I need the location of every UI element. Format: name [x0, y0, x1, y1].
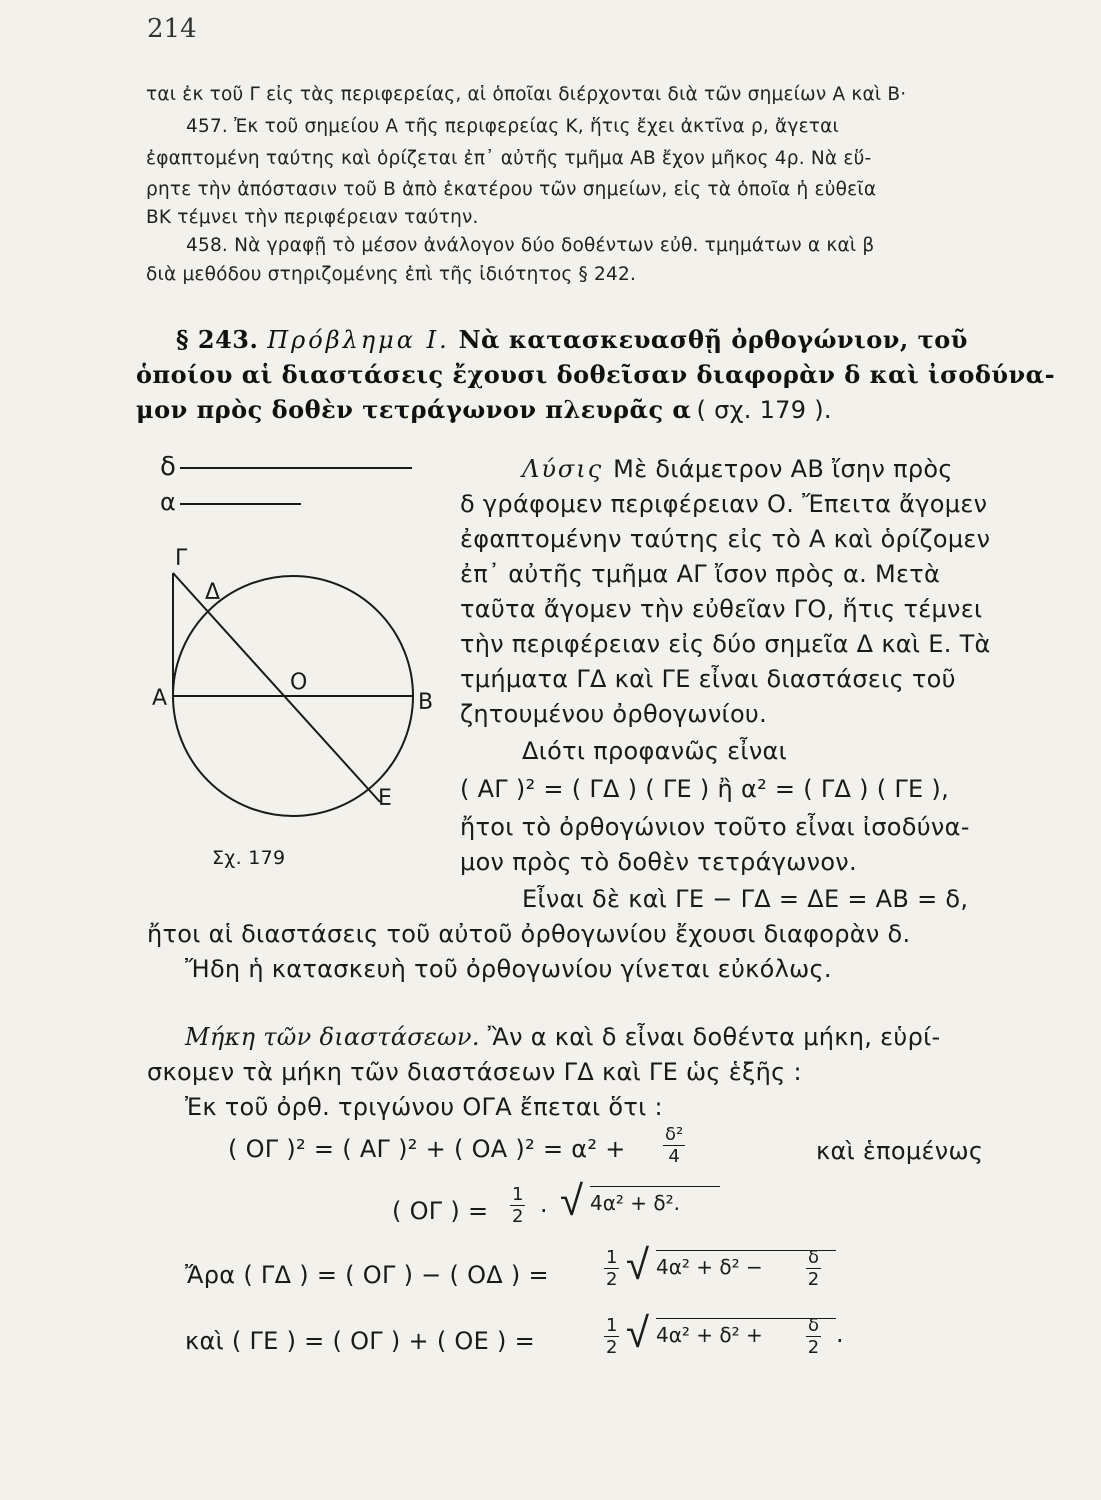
radical-sign: √ — [560, 1176, 584, 1225]
section-number: § 243. — [176, 325, 259, 354]
point-E-label: Ε — [378, 786, 392, 811]
top-line-6: 458. Νὰ γραφῇ τὸ μέσον ἀνάλογον δύο δοθέντων εὐθ. τμημάτων α καὶ β — [186, 235, 875, 256]
radical-sign: √ — [626, 1308, 650, 1357]
lengths-line-3: Ἐκ τοῦ ὀρθ. τριγώνου ΟΓΑ ἔπεται ὅτι : — [185, 1093, 663, 1121]
solution-line-6: τὴν περιφέρειαν εἰς δύο σημεῖα Δ καὶ Ε. Τὰ — [460, 630, 991, 658]
point-delta-label: Δ — [205, 580, 221, 605]
figure-diagram — [140, 540, 440, 870]
figure-reference: ( σχ. 179 ). — [696, 396, 832, 424]
lengths-line-1 — [185, 1023, 941, 1051]
solution-label: Λύσις — [522, 455, 604, 483]
delta-denominator: 2 — [807, 1269, 820, 1290]
top-line-2: 457. Ἐκ τοῦ σημείου Α τῆς περιφερείας Κ, ἥτις ἔχει ἀκτῖνα ρ, ἄγεται — [186, 116, 839, 137]
half-denominator: 2 — [606, 1269, 618, 1290]
top-line-3: ἐφαπτομένη ταύτης καὶ ὁρίζεται ἐπ᾽ αὐτῆς τμῆμα ΑΒ ἔχον μῆκος 4ρ. Νὰ εὕ- — [146, 148, 872, 169]
problem-heading-line-1 — [176, 325, 968, 354]
segment-delta-label: δ — [160, 452, 176, 482]
top-line-7: διὰ μεθόδου στηριζομένης ἐπὶ τῆς ἰδιότητος § 242. — [146, 264, 637, 285]
lengths-line-2: σκομεν τὰ μήκη τῶν διαστάσεων ΓΔ καὶ ΓΕ ὡς ἑξῆς : — [147, 1058, 802, 1086]
lengths-label: Μήκη τῶν διαστάσεων. — [185, 1023, 480, 1051]
lengths-line-1-text: Ἂν α καὶ δ εἶναι δοθέντα μήκη, εὑρί- — [487, 1023, 941, 1051]
equation-1-lhs: ( ΟΓ )² = ( ΑΓ )² + ( ΟΑ )² = α² + — [228, 1135, 626, 1163]
solution-line-12: μον πρὸς τὸ δοθὲν τετράγωνον. — [460, 848, 857, 876]
figure-caption: Σχ. 179 — [212, 847, 286, 869]
equation-1-tail: καὶ ἑπομένως — [816, 1137, 984, 1165]
radicand-text: 4α² + δ² + — [656, 1323, 763, 1347]
solution-line-3: ἐφαπτομένην ταύτης εἰς τὸ Α καὶ ὁρίζομεν — [460, 525, 991, 553]
half-denominator: 2 — [606, 1337, 618, 1358]
fraction-numerator: δ² — [665, 1124, 684, 1145]
equation-4-delta-half — [806, 1316, 821, 1359]
equation-2-lhs: ( ΟΓ ) = — [392, 1197, 489, 1225]
problem-label: Πρόβλημα Ι. — [267, 326, 450, 354]
solution-line-10: ( ΑΓ )² = ( ΓΔ ) ( ΓΕ ) ἢ α² = ( ΓΔ ) ( ΓΕ ), — [460, 775, 950, 803]
solution-line-15: Ἤδη ἡ κατασκευὴ τοῦ ὀρθογωνίου γίνεται εὐκόλως. — [185, 955, 832, 983]
equation-4-end: · — [836, 1327, 844, 1355]
equation-4-lhs: καὶ ( ΓΕ ) = ( ΟΓ ) + ( ΟΕ ) = — [185, 1327, 535, 1355]
page-number: 214 — [147, 14, 197, 44]
equation-3-half — [604, 1248, 619, 1291]
segment-alpha — [180, 503, 301, 505]
solution-line-1 — [522, 455, 953, 483]
half-numerator: 1 — [606, 1247, 618, 1268]
half-numerator: 1 — [606, 1315, 618, 1336]
equation-3-lhs: Ἄρα ( ΓΔ ) = ( ΟΓ ) − ( ΟΔ ) = — [185, 1261, 549, 1289]
problem-heading-line-3 — [136, 395, 832, 424]
radicand-text: 4α² + δ² − — [656, 1255, 763, 1279]
solution-line-4: ἐπ᾽ αὐτῆς τμῆμα ΑΓ ἴσον πρὸς α. Μετὰ — [460, 560, 941, 588]
equation-3-delta-half — [806, 1248, 821, 1291]
problem-title-end: μον πρὸς δοθὲν τετράγωνον πλευρᾶς α — [136, 395, 692, 424]
problem-title-start: Νὰ κατασκευασθῇ ὀρθογώνιον, τοῦ — [458, 325, 968, 354]
solution-line-2: δ γράφομεν περιφέρειαν Ο. Ἔπειτα ἄγομεν — [460, 490, 988, 518]
radical-sign: √ — [626, 1240, 650, 1289]
point-B-label: Β — [418, 690, 434, 715]
top-line-4: ρητε τὴν ἀπόστασιν τοῦ Β ἀπὸ ἑκατέρου τῶν σημείων, εἰς τὰ ὁποῖα ἡ εὐθεῖα — [146, 179, 877, 200]
equation-2-radicand: 4α² + δ². — [590, 1186, 720, 1215]
delta-denominator: 2 — [807, 1337, 820, 1358]
top-line-1: ται ἐκ τοῦ Γ εἰς τὰς περιφερείας, αἱ ὁποῖαι διέρχονται διὰ τῶν σημείων Α καὶ Β· — [146, 84, 907, 105]
segment-alpha-label: α — [160, 488, 176, 516]
point-gamma-label: Γ — [175, 546, 188, 571]
point-O-label: Ο — [290, 670, 308, 695]
top-line-5: ΒΚ τέμνει τὴν περιφέρειαν ταύτην. — [146, 207, 479, 228]
solution-line-11: ἤτοι τὸ ὀρθογώνιον τοῦτο εἶναι ἰσοδύνα- — [460, 813, 970, 841]
half-numerator: 1 — [512, 1184, 524, 1205]
equation-4-half — [604, 1316, 619, 1359]
solution-line-7: τμήματα ΓΔ καὶ ΓΕ εἶναι διαστάσεις τοῦ — [460, 665, 956, 693]
delta-numerator: δ — [808, 1315, 820, 1336]
solution-line-9: Διότι προφανῶς εἶναι — [522, 737, 788, 765]
segment-delta — [180, 467, 412, 469]
point-A-label: Α — [152, 686, 168, 711]
secant-GE — [173, 573, 380, 802]
solution-line-8: ζητουμένου ὀρθογωνίου. — [460, 700, 768, 728]
equation-2-half — [510, 1185, 525, 1228]
fraction-denominator: 4 — [668, 1146, 680, 1167]
delta-numerator: δ — [808, 1247, 820, 1268]
solution-line-1-text: Μὲ διάμετρον ΑΒ ἴσην πρὸς — [613, 455, 953, 483]
solution-line-13: Εἶναι δὲ καὶ ΓΕ − ΓΔ = ΔΕ = ΑΒ = δ, — [522, 885, 969, 913]
half-denominator: 2 — [512, 1206, 524, 1227]
problem-heading-line-2: ὁποίου αἱ διαστάσεις ἔχουσι δοθεῖσαν διαφορὰν δ καὶ ἰσοδύνα- — [136, 360, 1056, 389]
solution-line-14: ἤτοι αἱ διαστάσεις τοῦ αὐτοῦ ὀρθογωνίου ἔχουσι διαφορὰν δ. — [147, 920, 911, 948]
solution-line-5: ταῦτα ἄγομεν τὴν εὐθεῖαν ΓΟ, ἥτις τέμνει — [460, 595, 983, 623]
multiply-dot: · — [540, 1197, 548, 1225]
equation-1-fraction — [663, 1125, 685, 1168]
